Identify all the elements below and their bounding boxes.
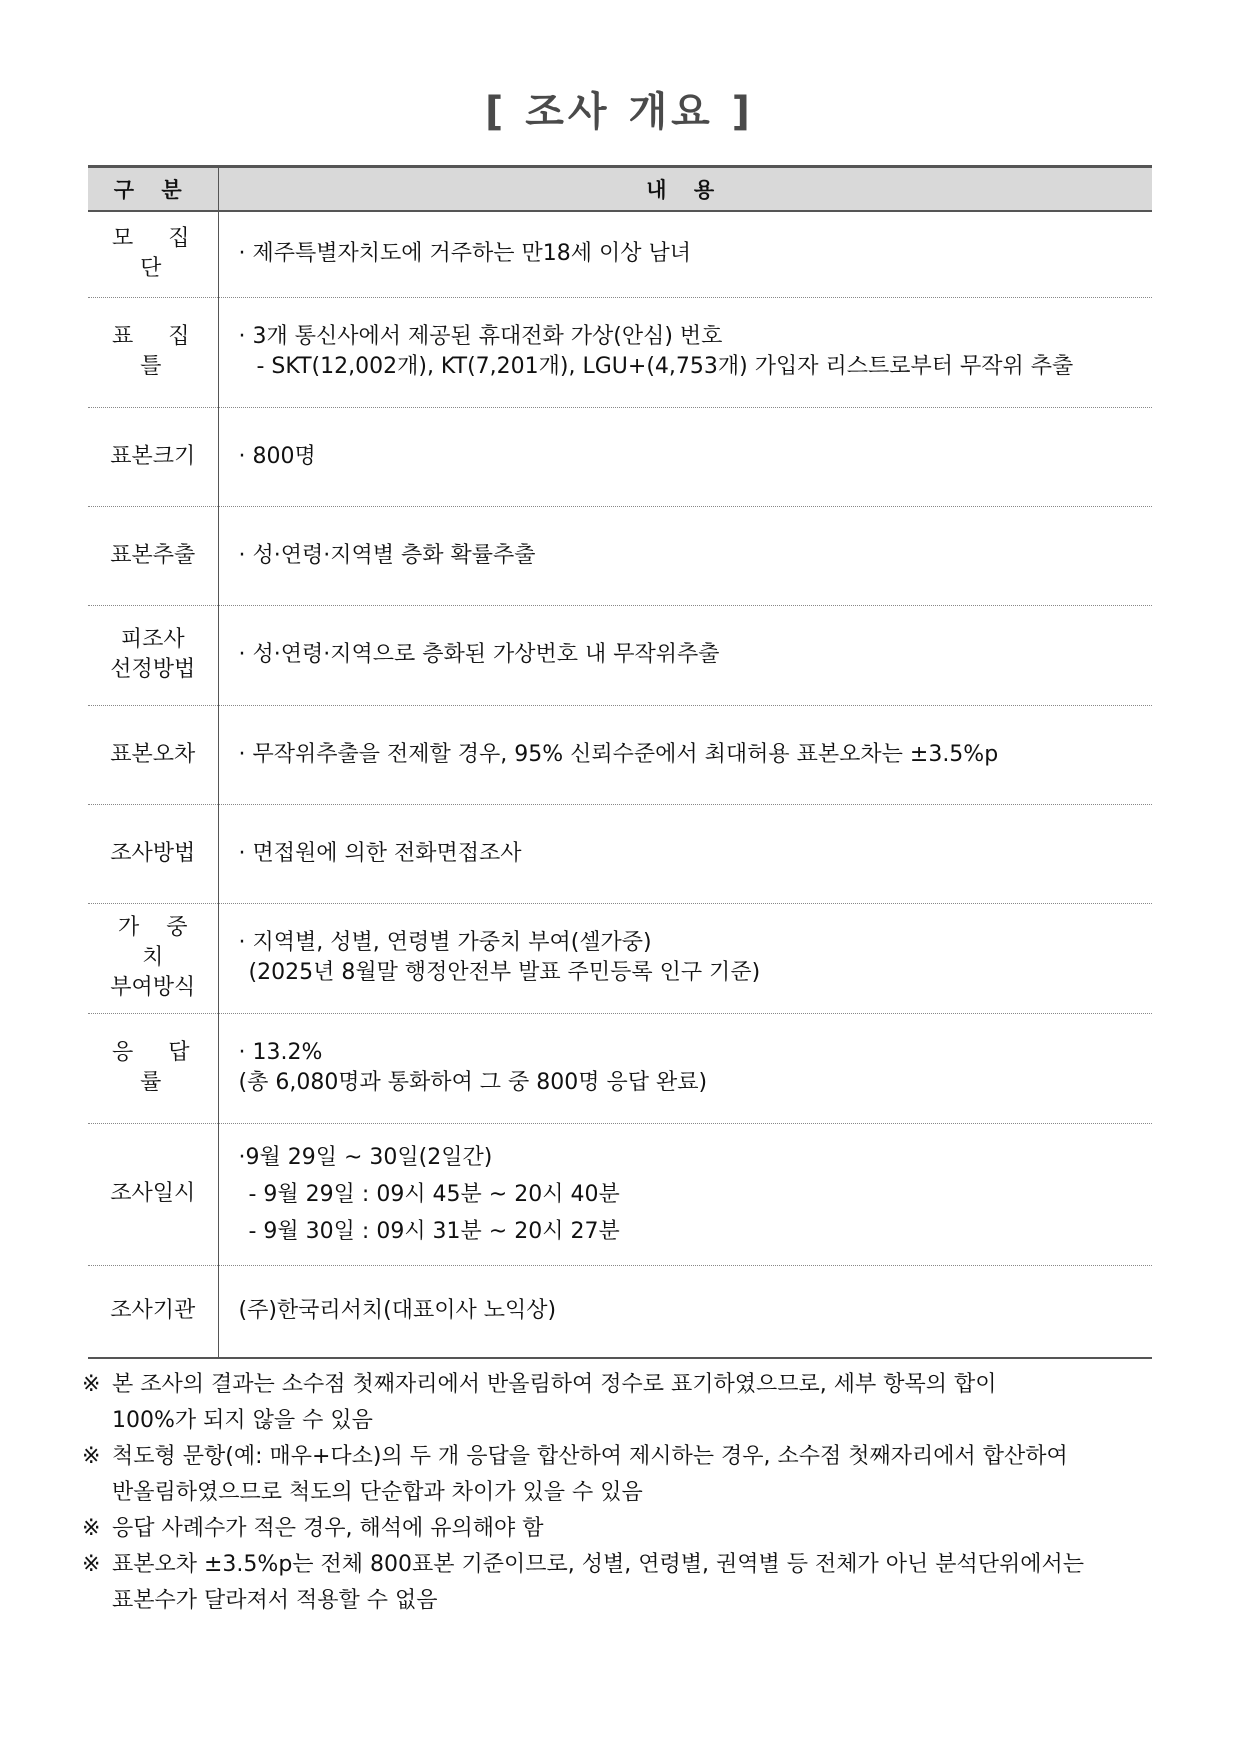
footnote-text: [112, 1547, 1182, 1619]
row-value: [218, 903, 1152, 1013]
table-row-survey-agency: [88, 1265, 1152, 1358]
row-label: [88, 1123, 218, 1265]
row-label: [88, 506, 218, 605]
row-label: [88, 1013, 218, 1123]
table-row-respondent-selection: [88, 605, 1152, 705]
row-value-line: · 13.2%: [238, 1040, 323, 1065]
row-value-line: · 성·연령·지역별 층화 확률추출: [238, 542, 536, 568]
footnote-line: 표본오차 ±3.5%p는 전체 800표본 기준이므로, 성별, 연령별, 권역별 등 전체가 아닌 분석단위에서는: [112, 1552, 1085, 1577]
row-label-text: 표본크기: [110, 443, 196, 469]
footnote-line: 척도형 문항(예: 매우+다소)의 두 개 응답을 합산하여 제시하는 경우, 소수점 첫째자리에서 합산하여: [112, 1444, 1068, 1469]
page-title: [ 조사 개요 ]: [485, 89, 754, 135]
reference-mark-icon: ※: [82, 1552, 101, 1577]
footnote-line: 표본수가 달라져서 적용할 수 없음: [112, 1588, 438, 1613]
row-label-text: 조사방법: [110, 840, 196, 866]
table-row-sampling-error: [88, 705, 1152, 804]
row-label-text: 선정방법: [110, 657, 196, 682]
row-value-line: (2025년 8월말 행정안전부 발표 주민등록 인구 기준): [248, 960, 761, 985]
row-value-line: · 3개 통신사에서 제공된 휴대전화 가상(안심) 번호: [238, 324, 723, 349]
footnote-text: [112, 1511, 1182, 1547]
table-row-sample-extraction: [88, 506, 1152, 605]
row-value: [218, 605, 1152, 705]
row-value-line: · 면접원에 의한 전화면접조사: [238, 840, 522, 866]
row-value: [218, 297, 1152, 407]
table-header-row: [88, 167, 1152, 212]
row-value-line: - 9월 30일 : 09시 31분 ~ 20시 27분: [248, 1218, 620, 1244]
row-value: [218, 804, 1152, 903]
row-value-line: - 9월 29일 : 09시 45분 ~ 20시 40분: [248, 1181, 620, 1207]
row-value-line: ·9월 29일 ~ 30일(2일간): [238, 1144, 493, 1170]
footnotes: [82, 1367, 1182, 1619]
footnote-line: 100%가 되지 않을 수 있음: [112, 1408, 373, 1433]
reference-mark-icon: ※: [82, 1372, 101, 1397]
table-row-response-rate: [88, 1013, 1152, 1123]
header-content: 내 용: [218, 167, 1152, 212]
footnote-item: [82, 1511, 1182, 1547]
row-label-text: 조사일시: [110, 1181, 196, 1206]
row-label-text: 표 집 틀: [112, 324, 204, 379]
reference-mark-icon: ※: [82, 1444, 101, 1469]
row-value-line: · 800명: [238, 443, 316, 469]
table-row-sampling-frame: [88, 297, 1152, 407]
row-label-text: 모 집 단: [112, 226, 204, 282]
table-row-survey-method: [88, 804, 1152, 903]
row-label: [88, 407, 218, 506]
row-label: [88, 1265, 218, 1358]
row-label: [88, 705, 218, 804]
row-value: [218, 705, 1152, 804]
table-row-population: [88, 211, 1152, 297]
row-label-text: 부여방식: [110, 975, 196, 1000]
footnote-line: 반올림하였으므로 척도의 단순합과 차이가 있을 수 있음: [112, 1480, 643, 1505]
row-value: [218, 1123, 1152, 1265]
survey-overview-table: [88, 165, 1152, 1359]
row-label: [88, 903, 218, 1013]
row-value-line: (주)한국리서치(대표이사 노익상): [238, 1298, 557, 1324]
row-label-text: 표본추출: [110, 542, 196, 568]
footnote-text: [112, 1439, 1182, 1511]
footnote-line: 응답 사례수가 적은 경우, 해석에 유의해야 함: [112, 1516, 544, 1541]
table-row-sample-size: [88, 407, 1152, 506]
footnote-item: [82, 1367, 1182, 1439]
row-label-text: 조사기관: [110, 1298, 196, 1324]
row-label: [88, 211, 218, 297]
row-value: [218, 1265, 1152, 1358]
row-value-line: - SKT(12,002개), KT(7,201개), LGU+(4,753개) 가입자 리스트로부터 무작위 추출: [256, 354, 1074, 379]
row-value-line: (총 6,080명과 통화하여 그 중 800명 응답 완료): [238, 1070, 708, 1095]
row-value: [218, 506, 1152, 605]
footnote-text: [112, 1367, 1182, 1439]
row-value: [218, 407, 1152, 506]
row-label: [88, 297, 218, 407]
row-value-line: · 제주특별자치도에 거주하는 만18세 이상 남녀: [238, 241, 691, 267]
footnote-item: [82, 1547, 1182, 1619]
row-label: [88, 804, 218, 903]
reference-mark-icon: ※: [82, 1516, 101, 1541]
footnote-line: 본 조사의 결과는 소수점 첫째자리에서 반올림하여 정수로 표기하였으므로, 세부 항목의 합이: [112, 1372, 997, 1397]
footnote-item: [82, 1439, 1182, 1511]
row-label-text: 표본오차: [110, 741, 196, 767]
row-label-text: 피조사: [120, 627, 185, 652]
row-value-line: · 무작위추출을 전제할 경우, 95% 신뢰수준에서 최대허용 표본오차는 ±3.5%p: [238, 741, 999, 767]
table-row-survey-period: [88, 1123, 1152, 1265]
row-value: [218, 211, 1152, 297]
header-category: 구 분: [88, 167, 218, 212]
row-label-text: 응 답 률: [112, 1040, 204, 1095]
row-value-line: · 지역별, 성별, 연령별 가중치 부여(셀가중): [238, 930, 652, 955]
row-value: [218, 1013, 1152, 1123]
row-label: [88, 605, 218, 705]
table-row-weighting: [88, 903, 1152, 1013]
row-label-text: 가 중 치: [118, 915, 198, 970]
row-value-line: · 성·연령·지역으로 층화된 가상번호 내 무작위추출: [238, 642, 720, 667]
